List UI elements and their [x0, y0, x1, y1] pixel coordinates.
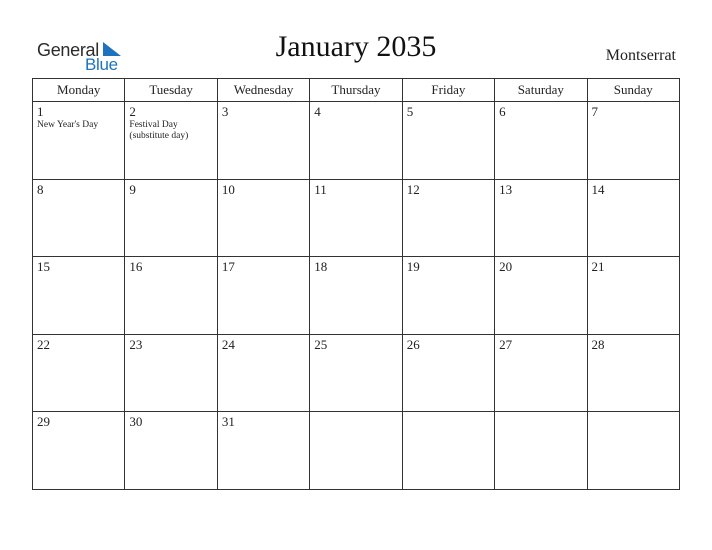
day-cell	[33, 257, 125, 335]
day-cell	[33, 179, 125, 257]
day-number: 6	[499, 104, 506, 119]
country-label: Montserrat	[605, 47, 676, 64]
day-number: 4	[314, 104, 321, 119]
calendar-body	[33, 102, 680, 490]
day-number: 21	[591, 259, 605, 275]
page-title: January 2035	[275, 30, 437, 63]
logo-text-general: General	[37, 40, 99, 60]
day-cell	[310, 102, 402, 180]
day-number: 13	[499, 181, 513, 197]
weekday-header: Saturday	[495, 79, 587, 102]
day-number: 8	[37, 181, 44, 197]
day-cell	[587, 102, 679, 180]
day-cell	[402, 257, 494, 335]
week-row	[33, 257, 680, 335]
day-cell	[125, 102, 217, 180]
weekday-header: Wednesday	[217, 79, 309, 102]
day-number: 25	[314, 336, 328, 352]
day-cell	[495, 102, 587, 180]
day-cell	[587, 257, 679, 335]
day-number: 27	[499, 336, 513, 352]
day-number: 29	[37, 414, 50, 430]
day-number: 1	[37, 104, 44, 119]
day-cell	[217, 334, 309, 412]
holiday-label: Festival Day (substitute day)	[129, 120, 189, 141]
week-row	[33, 334, 680, 412]
day-cell	[402, 412, 494, 490]
day-cell	[310, 334, 402, 412]
day-number: 18	[314, 259, 328, 275]
day-cell	[33, 412, 125, 490]
day-number: 22	[37, 336, 50, 352]
day-cell	[125, 334, 217, 412]
week-row	[33, 412, 680, 490]
day-number: 30	[129, 414, 143, 430]
day-cell	[217, 179, 309, 257]
weekday-header-row	[33, 79, 680, 102]
week-row	[33, 102, 680, 180]
day-cell	[33, 334, 125, 412]
day-number: 12	[406, 181, 420, 197]
weekday-header: Monday	[33, 79, 125, 102]
day-number: 28	[591, 336, 605, 352]
day-number: 23	[129, 336, 143, 352]
calendar-grid	[32, 78, 680, 490]
logo-text-blue: Blue	[85, 55, 118, 74]
day-cell	[33, 102, 125, 180]
day-cell	[125, 412, 217, 490]
day-number: 24	[221, 336, 235, 352]
weekday-header: Sunday	[587, 79, 679, 102]
day-cell	[217, 102, 309, 180]
day-number: 31	[221, 414, 235, 430]
week-row	[33, 179, 680, 257]
day-number: 5	[406, 104, 414, 119]
holiday-label: New Year's Day	[37, 120, 99, 130]
day-number: 26	[406, 336, 420, 352]
day-cell	[310, 179, 402, 257]
weekday-header: Thursday	[310, 79, 402, 102]
day-number: 10	[221, 181, 235, 197]
day-number: 2	[129, 104, 136, 119]
day-number: 16	[129, 259, 143, 275]
day-cell	[402, 102, 494, 180]
day-number: 14	[591, 181, 605, 197]
weekday-header: Tuesday	[125, 79, 217, 102]
day-cell	[402, 179, 494, 257]
day-cell	[495, 334, 587, 412]
day-cell	[125, 179, 217, 257]
weekday-header: Friday	[402, 79, 494, 102]
day-cell	[402, 334, 494, 412]
day-cell	[217, 257, 309, 335]
day-number: 15	[37, 259, 50, 275]
day-cell	[587, 412, 679, 490]
day-cell	[495, 179, 587, 257]
day-cell	[495, 412, 587, 490]
day-cell	[310, 412, 402, 490]
day-number: 19	[406, 259, 420, 275]
day-number: 9	[129, 181, 136, 197]
day-number: 17	[221, 259, 235, 275]
day-cell	[217, 412, 309, 490]
day-number: 3	[221, 104, 229, 119]
day-number: 11	[314, 181, 327, 197]
day-cell	[310, 257, 402, 335]
day-number: 20	[499, 259, 513, 275]
day-cell	[125, 257, 217, 335]
day-cell	[587, 334, 679, 412]
day-cell	[587, 179, 679, 257]
day-number: 7	[591, 104, 599, 119]
day-cell	[495, 257, 587, 335]
